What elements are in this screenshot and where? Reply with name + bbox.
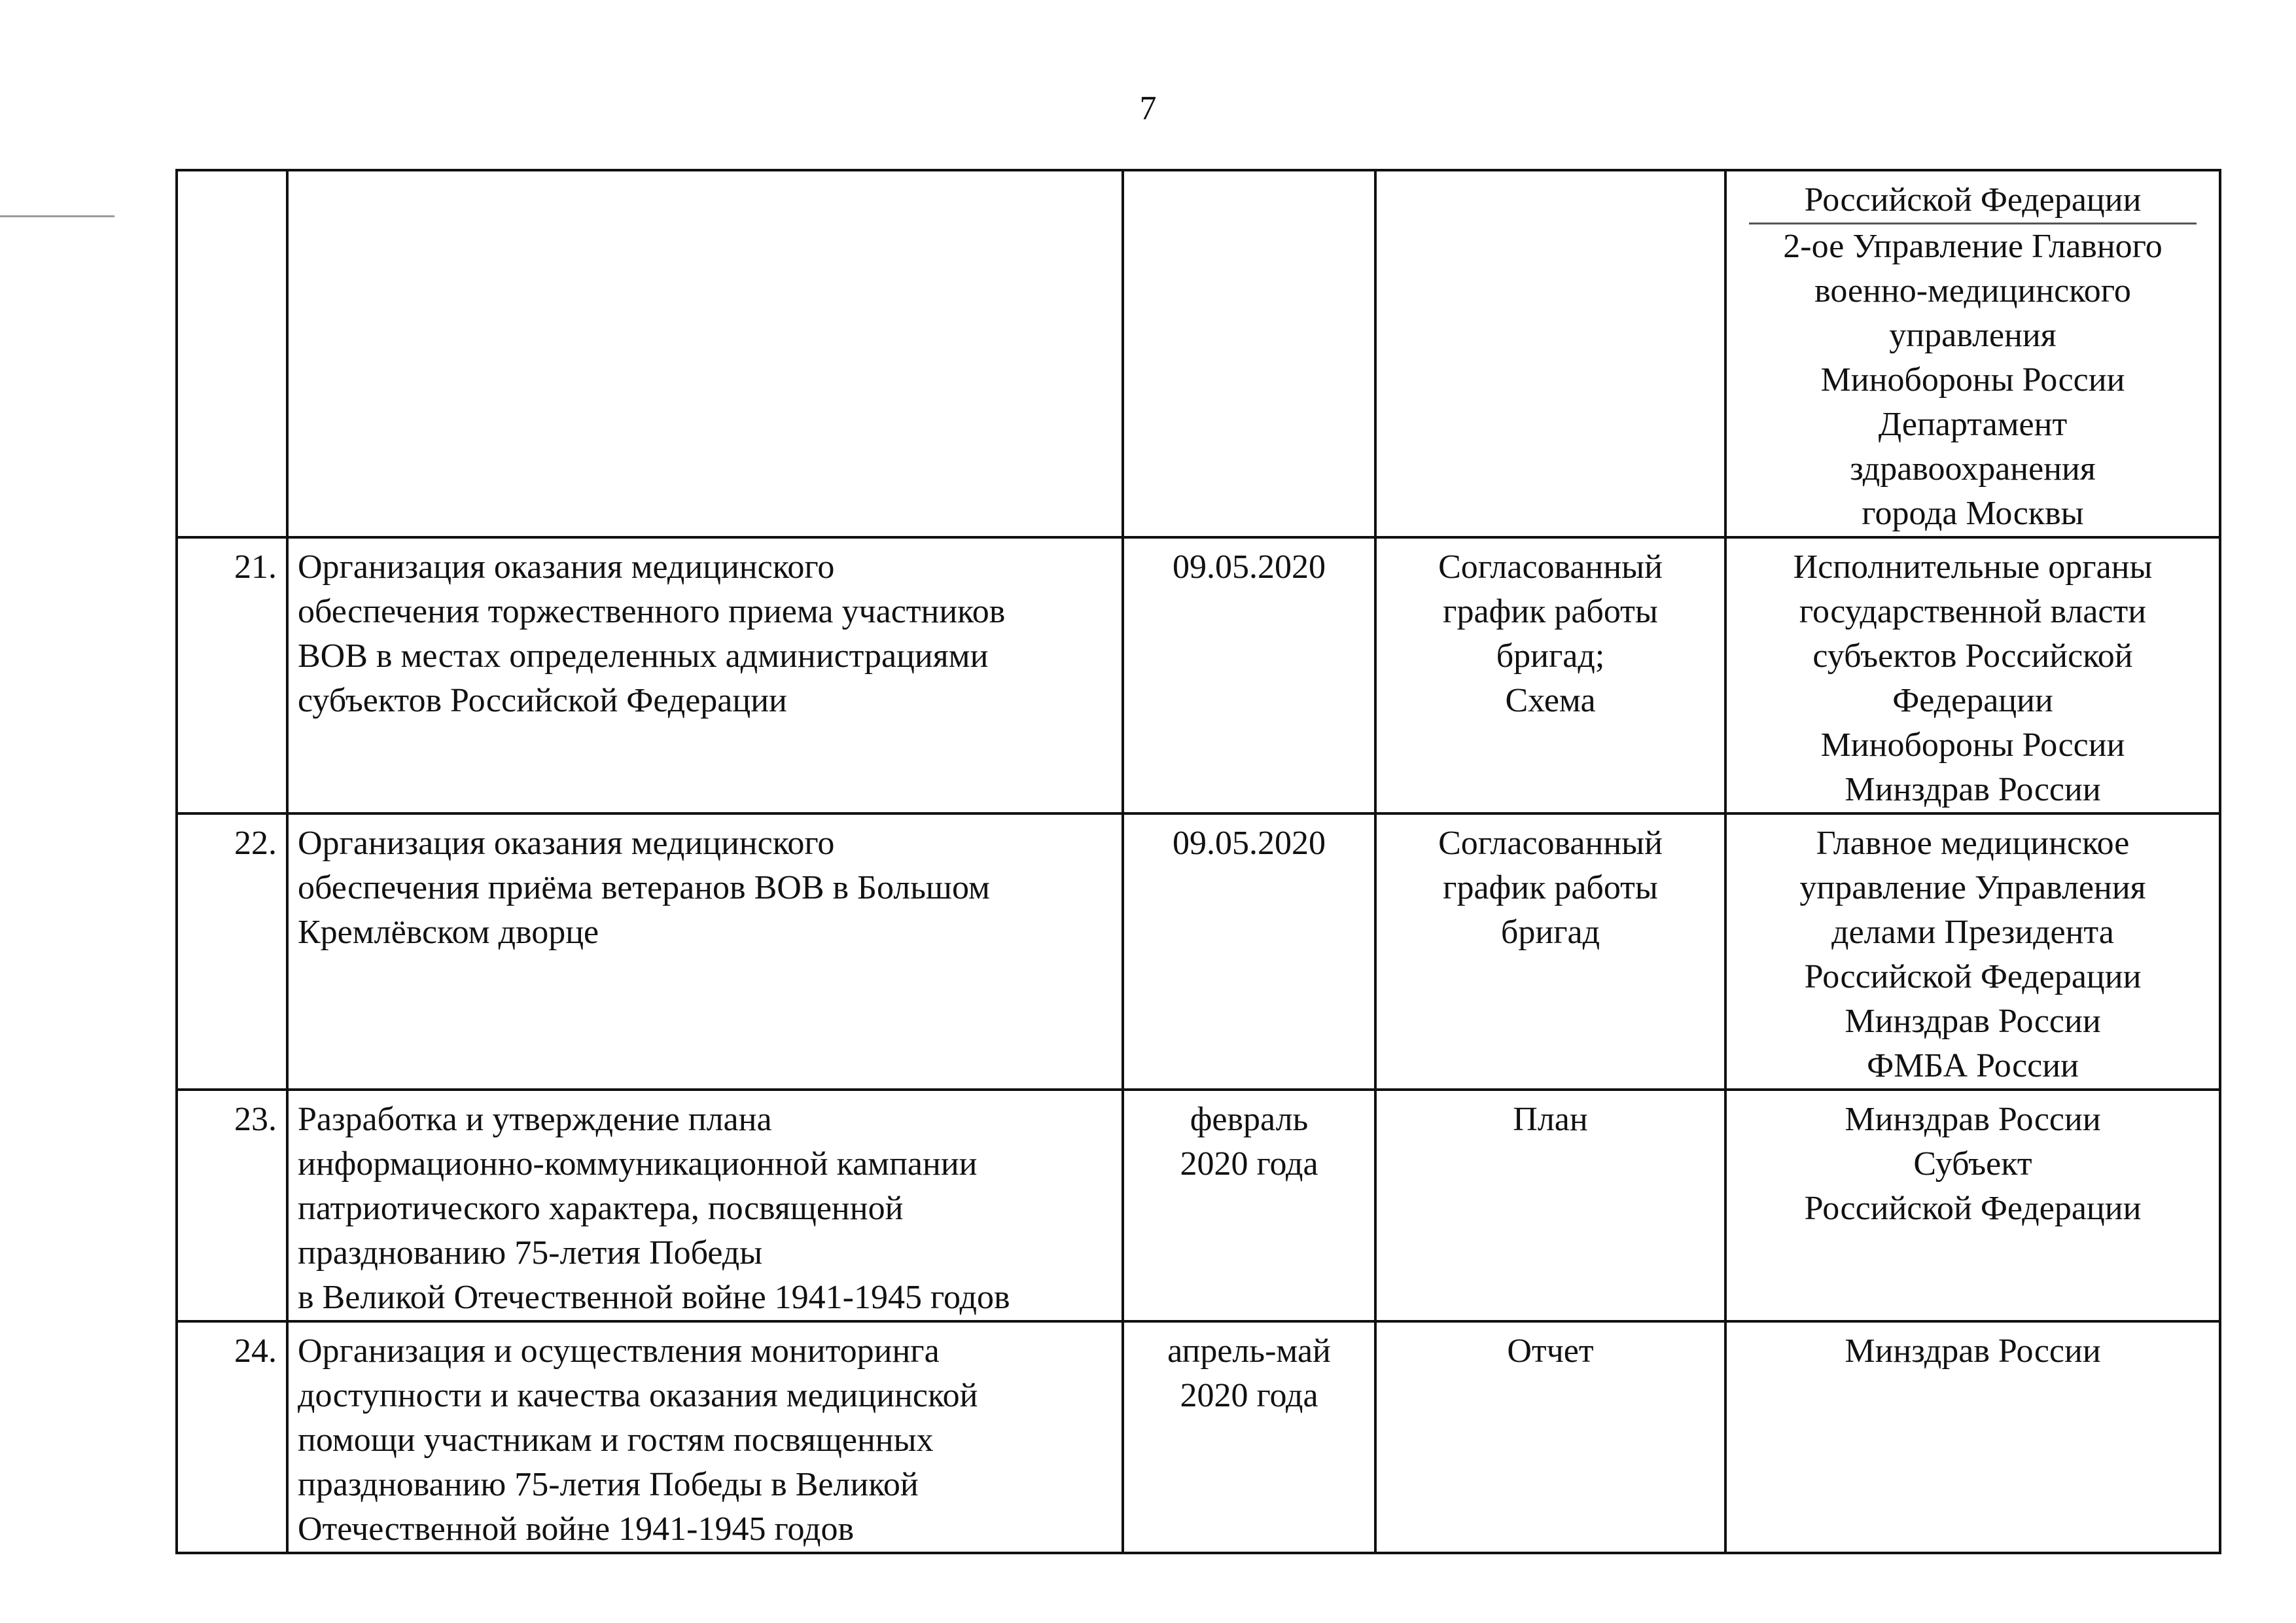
responsible-line: Минобороны России [1820,361,2125,399]
cell-task [287,1321,1123,1553]
cell-result [1375,170,1725,537]
task-line: субъектов Российской Федерации [298,682,787,719]
row-number: 22. [234,825,277,862]
responsible-line: управления [1889,317,2057,354]
task-line: празднованию 75-летия Победы в Великой [298,1466,919,1503]
responsible-line: Минобороны России [1820,726,2125,764]
responsible-line: Российской Федерации [1804,958,2142,995]
task-line: Кремлёвском дворце [298,914,599,951]
result-line: Отчет [1507,1332,1594,1370]
task-line: Разработка и утверждение плана [298,1101,772,1138]
date-line: февраль [1190,1101,1309,1138]
task-line: обеспечения приёма ветеранов ВОВ в Большом [298,869,990,906]
responsible-line: ФМБА России [1867,1047,2079,1084]
date-line: 2020 года [1180,1145,1318,1183]
cell-result [1375,1090,1725,1321]
row-number: 24. [234,1332,277,1370]
responsible-line: управление Управления [1799,869,2146,906]
task-line: в Великой Отечественной войне 1941-1945 годов [298,1279,1010,1316]
cell-result [1375,1321,1725,1553]
responsible-line: субъектов Российской [1812,637,2133,675]
result-line: Схема [1505,682,1596,719]
cell-num [177,813,287,1090]
task-line: Отечественной войне 1941-1945 годов [298,1510,855,1548]
cell-task [287,537,1123,813]
cell-num [177,1090,287,1321]
task-line: помощи участникам и гостям посвященных [298,1421,934,1459]
cell-num [177,537,287,813]
cell-task [287,170,1123,537]
cell-date [1123,1321,1375,1553]
result-line: бригад [1500,914,1600,951]
cell-responsible [1725,813,2220,1090]
cell-responsible [1725,1090,2220,1321]
date-line: апрель-май [1167,1332,1331,1370]
task-line: Организация и осуществления мониторинга [298,1332,940,1370]
cell-date [1123,813,1375,1090]
cell-date [1123,170,1375,537]
task-line: ВОВ в местах определенных администрациями [298,637,989,675]
responsible-line: Российской Федерации [1804,1190,2142,1227]
table-row [177,813,2220,1090]
task-line: обеспечения торжественного приема участников [298,593,1006,630]
margin-mark [0,215,115,217]
cell-num [177,170,287,537]
table-row-continuation [177,170,2220,537]
responsible-line: 2-ое Управление Главного [1783,228,2163,265]
date-line: 09.05.2020 [1173,548,1326,586]
responsible-line: здравоохранения [1850,450,2096,488]
result-line: Согласованный [1438,825,1663,862]
cell-task [287,813,1123,1090]
cell-task [287,1090,1123,1321]
plan-table [175,169,2221,1554]
task-line: информационно-коммуникационной кампании [298,1145,978,1183]
page-number: 7 [1139,90,1157,127]
row-number: 23. [234,1101,277,1138]
row-number: 21. [234,548,277,586]
result-line: график работы [1443,593,1658,630]
responsible-line: Российской Федерации [1749,178,2197,224]
responsible-line: Минздрав России [1845,771,2101,808]
result-line: Согласованный [1438,548,1663,586]
responsible-line: военно-медицинского [1814,272,2131,310]
cell-date [1123,537,1375,813]
result-line: график работы [1443,869,1658,906]
cell-responsible [1725,1321,2220,1553]
responsible-line: Минздрав России [1845,1332,2101,1370]
date-line: 09.05.2020 [1173,825,1326,862]
cell-result [1375,813,1725,1090]
cell-date [1123,1090,1375,1321]
responsible-line: делами Президента [1831,914,2114,951]
cell-num [177,1321,287,1553]
task-line: доступности и качества оказания медицинской [298,1377,978,1414]
cell-responsible [1725,537,2220,813]
task-line: патриотического характера, посвященной [298,1190,904,1227]
responsible-line: города Москвы [1862,495,2084,532]
responsible-line: Минздрав России [1845,1101,2101,1138]
task-line: празднованию 75-летия Победы [298,1234,763,1272]
responsible-line: Департамент [1878,406,2068,443]
table-row [177,1090,2220,1321]
cell-result [1375,537,1725,813]
cell-responsible [1725,170,2220,537]
table-row [177,537,2220,813]
table-row [177,1321,2220,1553]
responsible-line: Федерации [1892,682,2053,719]
task-line: Организация оказания медицинского [298,825,835,862]
date-line: 2020 года [1180,1377,1318,1414]
task-line: Организация оказания медицинского [298,548,835,586]
result-line: План [1513,1101,1588,1138]
responsible-line: Минздрав России [1845,1003,2101,1040]
result-line: бригад; [1496,637,1605,675]
responsible-line: Исполнительные органы [1793,548,2153,586]
responsible-line: государственной власти [1799,593,2147,630]
responsible-line: Субъект [1913,1145,2032,1183]
responsible-line: Главное медицинское [1816,825,2130,862]
